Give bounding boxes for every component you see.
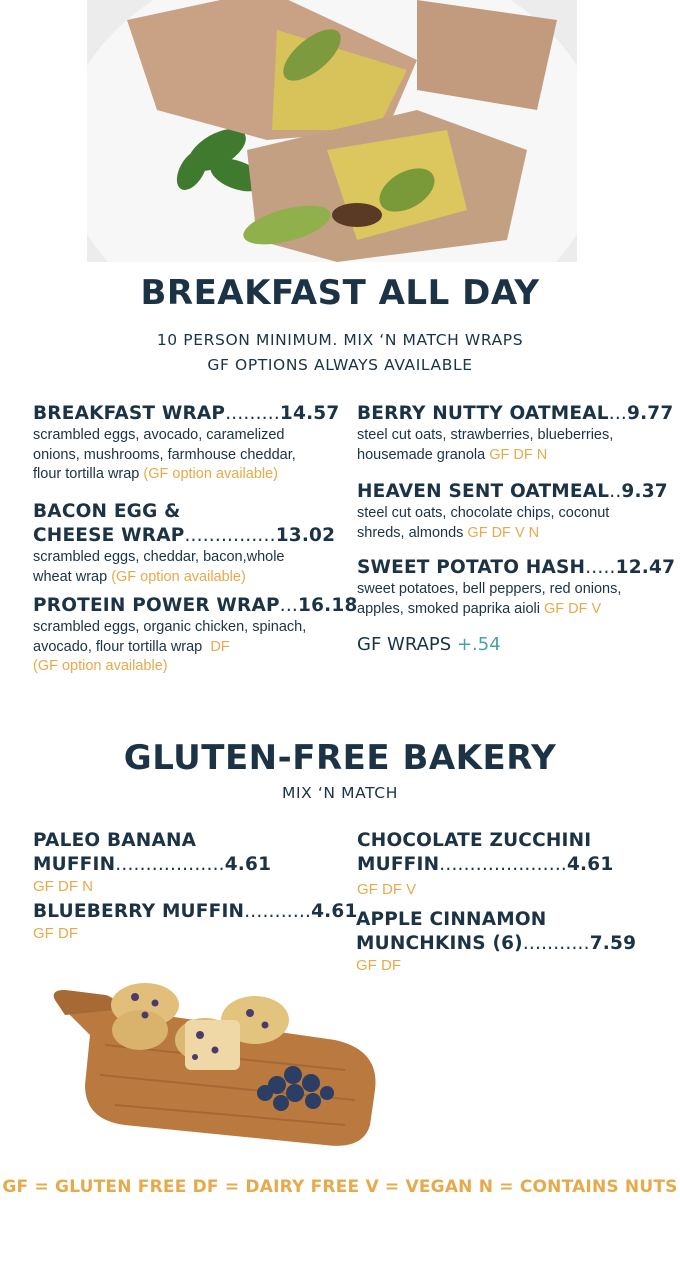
menu-item-blueberry-muffin [33,900,358,943]
dietary-tag: GF DF V [357,881,417,898]
item-name-line1: BACON EGG & [33,501,181,522]
menu-item-sweet-potato-hash [357,556,677,619]
item-description: steel cut oats, chocolate chips, coconut shreds, almonds GF DF V N [357,505,610,541]
menu-item-paleo-banana-muffin [33,829,353,896]
item-name: HEAVEN SENT OATMEAL..9.37 [357,481,668,502]
item-name: MUNCHKINS (6)...........7.59 [356,933,637,954]
item-name: SWEET POTATO HASH.....12.47 [357,557,676,578]
breakfast-section-title: BREAKFAST ALL DAY [140,273,540,313]
item-name: BLUEBERRY MUFFIN...........4.61 [33,901,358,922]
bakery-subtitle: MIX ‘N MATCH [282,784,398,802]
item-name: MUFFIN.....................4.61 [357,854,614,875]
item-description: scrambled eggs, avocado, caramelized onions, mushrooms, farmhouse cheddar, flour tortilla wrap (GF option available) [33,427,296,482]
menu-item-chocolate-zucchini-muffin [357,829,677,899]
item-name: BREAKFAST WRAP.........14.57 [33,403,340,424]
breakfast-subtitle-minimum: 10 PERSON MINIMUM. MIX ‘N MATCH WRAPS [156,331,524,349]
breakfast-subtitle-gf: GF OPTIONS ALWAYS AVAILABLE [207,356,473,374]
item-name: MUFFIN..................4.61 [33,854,272,875]
menu-item-heaven-sent-oatmeal [357,480,677,543]
dietary-tag: (GF option available) [33,658,168,674]
dietary-tag: (GF option available) [111,568,246,585]
dietary-tag: GF DF [356,957,401,974]
dietary-tag: GF DF V N [467,524,540,541]
gf-wraps-upcharge [357,634,501,655]
gf-wraps-label: GF WRAPS [357,634,452,655]
gf-wraps-price: +.54 [456,634,501,655]
item-description: scrambled eggs, organic chicken, spinach, avocado, flour tortilla wrap DF (GF option available) [33,618,353,677]
item-name-line1: APPLE CINNAMON [356,909,547,930]
dietary-tag: GF DF [33,925,78,942]
item-description: steel cut oats, strawberries, blueberries, housemade granola GF DF N [357,427,614,463]
dietary-tag: (GF option available) [143,466,278,482]
dietary-legend: GF = GLUTEN FREE DF = DAIRY FREE V = VEGAN N = CONTAINS NUTS [2,1177,678,1197]
breakfast-wrap-photo [87,0,577,262]
menu-item-apple-cinnamon-munchkins [356,908,676,975]
item-description: sweet potatoes, bell peppers, red onions, apples, smoked paprika aioli GF DF V [357,581,622,617]
dietary-tag: GF DF V [544,600,602,617]
menu-item-berry-nutty-oatmeal [357,402,677,465]
item-name-line1: CHOCOLATE ZUCCHINI [357,830,592,851]
menu-item-breakfast-wrap [33,402,353,485]
dietary-tag: GF DF N [33,878,93,895]
menu-item-bacon-egg-cheese-wrap [33,500,353,587]
dietary-tag-inline: DF [210,638,230,655]
muffins-board-photo [45,975,385,1155]
item-description: scrambled eggs, cheddar, bacon,whole wheat wrap (GF option available) [33,549,285,585]
item-name: CHEESE WRAP...............13.02 [33,525,336,546]
bakery-section-title: GLUTEN-FREE BAKERY [123,738,557,778]
item-name: PROTEIN POWER WRAP...16.18 [33,595,358,616]
menu-item-protein-power-wrap [33,594,358,677]
dietary-tag: GF DF N [489,446,548,463]
item-name-line1: PALEO BANANA [33,830,197,851]
item-name: BERRY NUTTY OATMEAL...9.77 [357,403,674,424]
